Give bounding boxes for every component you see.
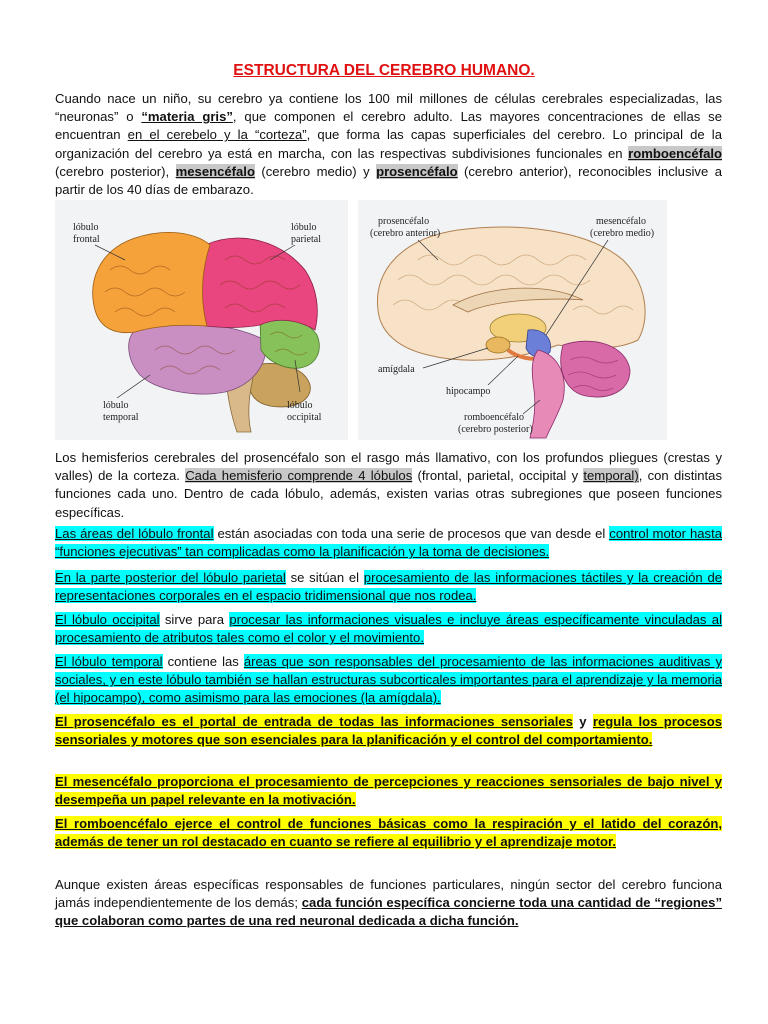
text-run: están asociadas con toda una serie de procesos que van desde el bbox=[213, 526, 610, 541]
label-mesencefalo-sub: (cerebro medio) bbox=[590, 228, 655, 239]
lobes-figure bbox=[55, 200, 348, 440]
text-run: (frontal, parietal, occipital y bbox=[412, 468, 584, 484]
divisions-diagram bbox=[358, 200, 667, 440]
brain-figures bbox=[55, 200, 667, 440]
label-parietal-1: lóbulo bbox=[291, 222, 317, 233]
label-frontal-2: frontal bbox=[73, 234, 100, 245]
text-run: (cerebro medio) y bbox=[254, 163, 377, 179]
parietal-lobe-shape bbox=[198, 238, 318, 330]
mesencefalo-function-term: El mesencéfalo proporciona el procesamiento de percepciones y reacciones sensoriales de bajo nivel y desempeña un papel relevante en la motivación. bbox=[55, 774, 722, 808]
temporal-term: temporal) bbox=[583, 468, 639, 484]
label-romboencefalo: romboencéfalo bbox=[464, 412, 524, 423]
hemispheres-paragraph bbox=[55, 449, 722, 522]
romboencefalo-paragraph bbox=[55, 815, 722, 851]
text-run: (cerebro posterior), bbox=[55, 163, 176, 179]
text-run: Cuando nace un niño, su cerebro ya contiene los 100 mil millones de células cerebrales especializadas, las “neuronas” o bbox=[55, 91, 722, 125]
label-amigdala: amígdala bbox=[378, 364, 415, 375]
romboencefalo-function-term: El romboencéfalo ejerce el control de funciones básicas como la respiración y el latido del corazón, además de tener un rol destacado en cuanto se refiere al equilibrio y el aprendizaje motor. bbox=[55, 816, 722, 850]
label-frontal-1: lóbulo bbox=[73, 222, 99, 233]
document-title: ESTRUCTURA DEL CEREBRO HUMANO. bbox=[233, 62, 535, 79]
control-motor-term: control motor hasta “funciones ejecutivas” tan complicadas como bbox=[55, 526, 723, 560]
frontal-paragraph bbox=[55, 525, 722, 561]
label-prosencefalo: prosencéfalo bbox=[378, 216, 430, 227]
temporal-lobe-shape bbox=[129, 323, 266, 394]
prosencefalo-portal-term: El prosencéfalo es el portal de entrada de todas las informaciones sensoriales bbox=[55, 714, 573, 729]
label-mesencefalo: mesencéfalo bbox=[596, 216, 646, 227]
frontal-lobe-shape bbox=[93, 232, 210, 332]
text-run: Aunque existen áreas específicas responsables de funciones particulares, ningún sector del cerebro funciona jamás independientemente de los demás; bbox=[55, 877, 722, 911]
text-run: contiene las bbox=[162, 654, 244, 669]
label-temporal-2: temporal bbox=[103, 412, 139, 423]
text-run: , que componen el cerebro adulto. Las mayores concentraciones de ellas se encuentran bbox=[55, 109, 722, 143]
regula-procesos-term: regula los procesos sensoriales y motores que son esenciales para la planificación y el control del comportamiento. bbox=[55, 714, 722, 748]
four-lobes-term: Cada hemisferio comprende 4 lóbulos bbox=[185, 468, 413, 484]
label-romboencefalo-sub: (cerebro posterior) bbox=[458, 424, 533, 435]
label-prosencefalo-sub: (cerebro anterior) bbox=[370, 228, 441, 239]
amygdala-shape bbox=[486, 337, 510, 353]
divisions-figure bbox=[358, 200, 667, 440]
mesencefalo-term: mesencéfalo bbox=[175, 163, 255, 179]
text-run: sirve para bbox=[159, 612, 230, 627]
label-hipocampo: hipocampo bbox=[446, 386, 491, 397]
text-run: , que forma las capas superficiales del cerebro. Lo principal de la organización del cerebro ya está en marcha, con las respectivas subdivisiones funcionales en bbox=[55, 127, 722, 161]
label-occipital-2: occipital bbox=[287, 412, 322, 423]
auditory-processing-term: áreas que son responsables del procesamiento de las informaciones auditivas y sociales, y en este lóbulo también se hallan estructuras subcorticales importantes para el aprendizaje y la memoria (el hipocampo), como asimismo para las emociones (la amígdala). bbox=[55, 654, 722, 706]
materia-gris-term: “materia gris” bbox=[141, 109, 233, 125]
temporal-lobe-term: El lóbulo temporal bbox=[55, 654, 163, 669]
mesencefalo-paragraph bbox=[55, 773, 722, 809]
parietal-paragraph bbox=[55, 569, 722, 605]
label-parietal-2: parietal bbox=[291, 234, 321, 245]
label-occipital-1: lóbulo bbox=[287, 400, 313, 411]
parietal-term: En la parte posterior del lóbulo parietal bbox=[55, 570, 286, 585]
red-neuronal-term: cada función específica concierne toda una cantidad de “regiones” que colaboran como partes de una red neuronal dedicada a dicha función. bbox=[55, 895, 723, 929]
label-temporal-1: lóbulo bbox=[103, 400, 129, 411]
tactile-processing-term: procesamiento de las informaciones táctiles y la creación de representaciones corporales en el espacio tridimensional que nos rodea. bbox=[55, 570, 723, 604]
intro-paragraph bbox=[55, 90, 722, 199]
rhombencephalon-shape bbox=[530, 350, 564, 438]
cerebellum-shape bbox=[561, 341, 630, 397]
text-run: Los hemisferios cerebrales del prosencéfalo son el rasgo más llamativo, con los profundos pliegues (crestas y valles) de la corteza. bbox=[55, 450, 722, 484]
frontal-term: Las áreas del lóbulo frontal bbox=[55, 526, 214, 541]
prosencefalo-paragraph bbox=[55, 713, 722, 749]
text-run: y bbox=[572, 714, 593, 729]
romboencefalo-term: romboencéfalo bbox=[628, 145, 722, 161]
planificacion-term: la planificación y la toma de decisiones. bbox=[319, 544, 550, 560]
occipital-paragraph bbox=[55, 611, 722, 647]
text-run: se sitúan el bbox=[285, 570, 364, 585]
conclusion-paragraph bbox=[55, 876, 722, 931]
text-run: (cerebro anterior), reconocibles inclusive a partir de los 40 días de embarazo. bbox=[55, 163, 722, 198]
prosencefalo-term: prosencéfalo bbox=[376, 163, 458, 179]
visual-processing-term: procesar las informaciones visuales e incluye áreas específicamente vinculadas al procesamiento de atributos tales como el color y el movimiento. bbox=[55, 612, 722, 646]
lobes-diagram bbox=[55, 200, 348, 440]
occipital-term: El lóbulo occipital bbox=[55, 612, 160, 627]
text-run: , con distintas funciones cada uno. Dentro de cada lóbulo, además, existen varias otras subregiones que poseen funciones específicas. bbox=[55, 468, 722, 520]
temporal-paragraph bbox=[55, 653, 722, 708]
cerebelo-corteza-term: en el cerebelo y la “corteza” bbox=[127, 127, 307, 143]
